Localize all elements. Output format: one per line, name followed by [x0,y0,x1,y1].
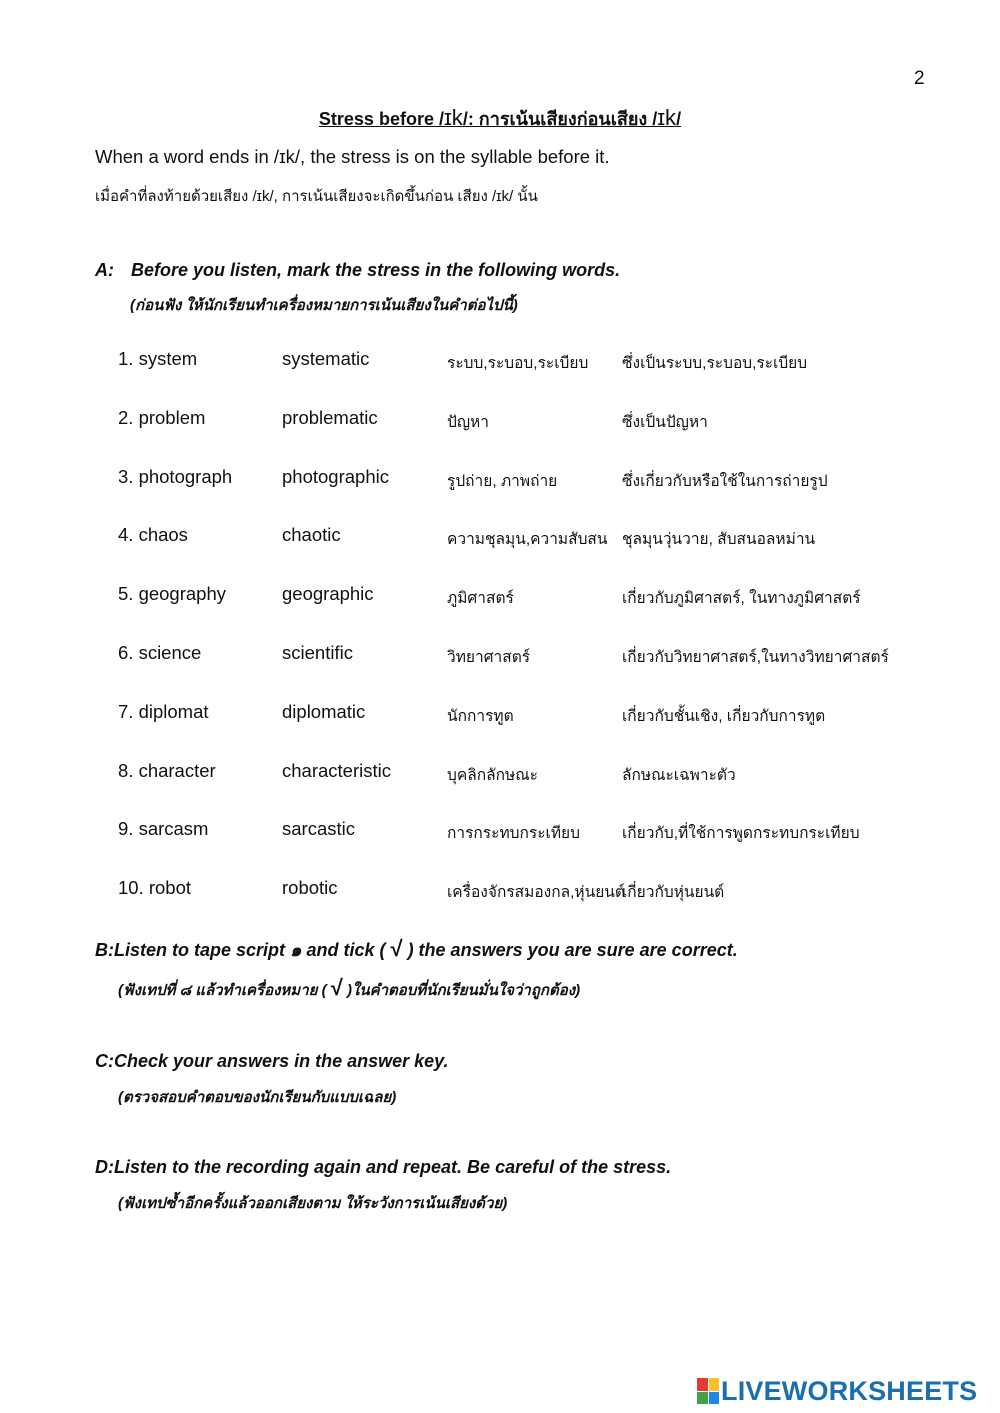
logo-square-red [697,1378,708,1391]
word-row [0,583,1000,613]
logo-square-blue [709,1392,720,1405]
word-base: 1. system [118,348,198,369]
word-base: 8. character [118,759,216,781]
logo-square-green [697,1392,708,1405]
word-derived-thai: ซึ่งเกี่ยวกับหรือใช้ในการถ่ายรูป [622,472,828,490]
word-derived: sarcastic [282,818,355,840]
section-b-text-3: ) the answers you are sure are correct. [402,940,738,960]
intro-english: When a word ends in /ɪk/, the stress is on the syllable before it. [95,146,610,167]
word-derived-thai: ซึ่งเป็นปัญหา [622,413,708,431]
section-a-text: Before you listen, mark the stress in the following words. [131,260,621,280]
section-d-heading [95,1157,671,1178]
word-derived: characteristic [282,759,391,781]
word-base-thai: ระบบ,ระบอบ,ระเบียบ [447,355,589,372]
word-derived-thai: เกี่ยวกับหุ่นยนต์ [622,884,725,902]
word-derived-thai: ชุลมุนวุ่นวาย, สับสนอลหม่าน [622,531,816,549]
word-derived: problematic [282,406,378,428]
word-row [0,524,1000,554]
watermark-text: LIVEWORKSHEETS [721,1375,978,1406]
liveworksheets-watermark [697,1374,977,1408]
word-derived: chaotic [282,524,341,546]
section-b-heading [95,935,738,964]
title-prefix: Stress before / [318,109,444,129]
word-derived: systematic [282,348,370,369]
word-row [0,818,1000,848]
word-row [0,407,1000,437]
title-phoneme-2: ɪk [657,105,677,130]
word-derived: photographic [282,465,389,487]
word-base-thai: รูปถ่าย, ภาพถ่าย [447,472,558,490]
word-base-thai: การกระทบกระเทียบ [447,825,580,843]
word-derived-thai: ซึ่งเป็นระบบ,ระบอบ,ระเบียบ [622,355,808,372]
word-base-thai: ความชุลมุน,ความสับสน [447,531,608,549]
section-b-text-2: and tick ( [301,940,391,960]
page-title [0,104,1000,133]
section-a-subheading: (ก่อนฟัง ให้นักเรียนทำเครื่องหมายการเน้นเสียงในคำต่อไปนี้) [130,297,518,314]
section-b-sub-2: แล้วทำเครื่องหมาย ( [191,982,331,999]
word-base: 2. problem [118,406,206,428]
word-base-thai: เครื่องจักรสมองกล,หุ่นยนต์ [447,884,625,902]
title-phoneme: ɪk [443,105,463,130]
word-derived-thai: เกี่ยวกับ,ที่ใช้การพูดกระทบกระเทียบ [622,825,860,843]
section-b-text-1: Listen to tape script [114,940,291,960]
section-b-sub-3: )ในคำตอบที่นักเรียนมั่นใจว่าถูกต้อง) [342,982,581,999]
word-row [0,760,1000,790]
section-c-heading [95,1051,448,1072]
word-base-thai: นักการทูต [447,707,514,725]
word-row [0,466,1000,496]
word-derived-thai: เกี่ยวกับวิทยาศาสตร์,ในทางวิทยาศาสตร์ [622,649,889,666]
word-base: 3. photograph [118,465,233,487]
section-a-letter: A: [95,260,114,280]
word-derived-thai: ลักษณะเฉพาะตัว [622,766,736,784]
word-derived: scientific [282,642,353,663]
logo-square-yellow [709,1378,720,1391]
word-base: 10. robot [118,877,192,899]
section-d-subheading: (ฟังเทปซ้ำอีกครั้งแล้วออกเสียงตาม ให้ระวังการเน้นเสียงด้วย) [118,1195,508,1212]
word-derived: diplomatic [282,700,366,722]
word-base: 7. diplomat [118,700,209,722]
word-base-thai: วิทยาศาสตร์ [447,649,531,666]
section-d-letter: D: [95,1157,114,1177]
word-base: 5. geography [118,583,227,605]
word-row [0,877,1000,907]
section-b-sub-number: ๘ [179,982,192,999]
word-row [0,642,1000,672]
section-b-script-number: ๑ [290,940,302,960]
word-base-thai: ภูมิศาสตร์ [447,590,514,608]
word-row [0,701,1000,731]
title-end: / [676,109,682,129]
word-derived: geographic [282,583,374,605]
word-derived: robotic [282,877,338,899]
page-number: 2 [914,68,925,89]
word-derived-thai: เกี่ยวกับภูมิศาสตร์, ในทางภูมิศาสตร์ [622,590,861,608]
section-c-letter: C: [95,1051,114,1071]
section-a-heading [95,260,620,281]
section-c-text: Check your answers in the answer key. [114,1051,449,1071]
section-d-text: Listen to the recording again and repeat. Be careful of the stress. [114,1157,672,1177]
word-derived-thai: เกี่ยวกับชั้นเชิง, เกี่ยวกับการทูต [622,707,826,725]
tick-icon: √ [390,936,403,961]
word-base: 9. sarcasm [118,818,209,840]
liveworksheets-logo-icon [697,1378,719,1404]
word-base: 4. chaos [118,524,188,546]
word-base: 6. science [118,642,202,663]
word-base-thai: ปัญหา [447,413,489,431]
section-b-letter: B: [95,940,114,960]
tick-icon-thai: √ [330,975,343,1000]
word-base-thai: บุคลิกลักษณะ [447,766,538,784]
title-mid: /: การเน้นเสียงก่อนเสียง / [462,109,658,129]
section-c-subheading: (ตรวจสอบคำตอบของนักเรียนกับแบบเฉลย) [118,1089,397,1106]
section-b-subheading [118,975,580,1002]
intro-thai: เมื่อคำที่ลงท้ายด้วยเสียง /ɪk/, การเน้นเสียงจะเกิดขึ้นก่อน เสียง /ɪk/ นั้น [95,188,538,205]
section-b-sub-1: (ฟังเทปที่ [118,982,180,999]
word-row [0,348,1000,378]
